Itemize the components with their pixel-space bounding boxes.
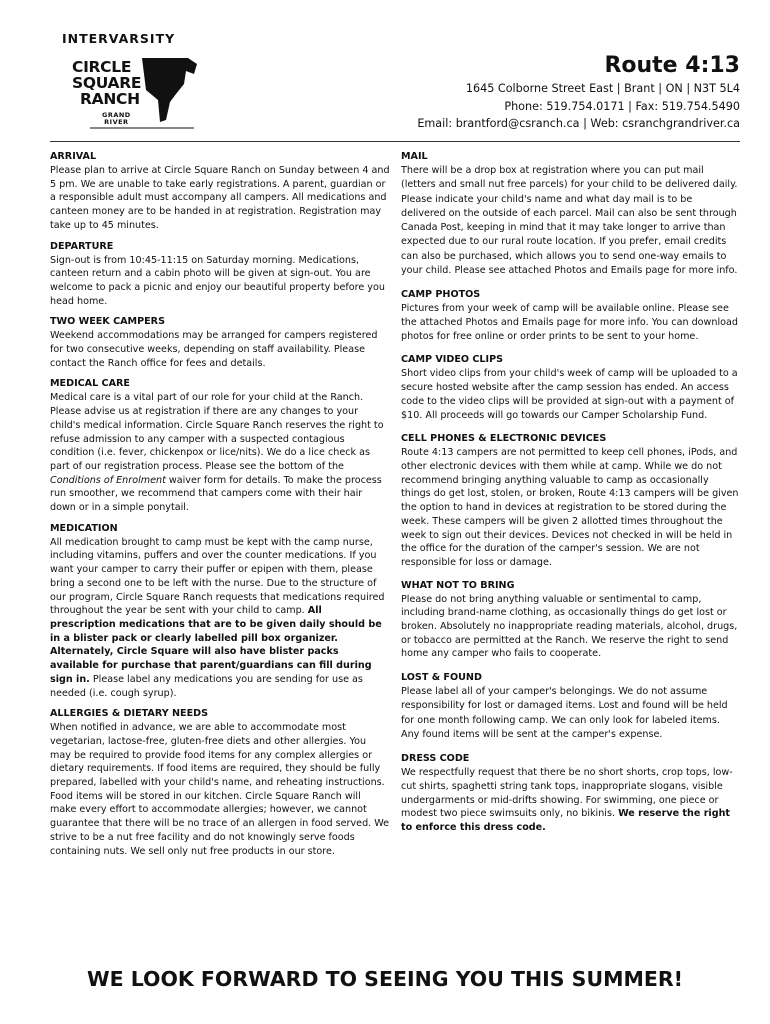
section-allergies — [50, 707, 390, 858]
text-part: waiver form for details. To make the process run smoother, we recommend that campers come with their hair down or in a simple ponytail. — [50, 474, 382, 514]
logo-sub-grand: GRAND — [102, 111, 131, 119]
logo-org: INTERVARSITY — [62, 31, 176, 46]
section-mail — [401, 150, 739, 278]
phone-fax: Phone: 519.754.0171 | Fax: 519.754.5490 — [504, 99, 740, 113]
section-arrival — [50, 150, 390, 233]
text-part: Medical care is a vital part of our role for your child at the Ranch. Please advise us at registration if there are any changes to your child's medical information. Circle Square Ranch reserves the right to refuse admission to any camper with a suspected contagious condition (i.e. fever, chickenpox or lice/nits). We do a lice check as part of our registration process. Please see the bottom of the — [50, 392, 384, 472]
section-text: Short video clips from your child's week of camp will be uploaded to a secure hosted website after the camp session has ended. An access code to the video clips will be provided at sign-out with a payment of $10. All proceeds will go towards our Camper Scholarship Fund. — [401, 368, 738, 421]
section-text — [50, 391, 390, 514]
email-web: Email: brantford@csranch.ca | Web: csranchgrandriver.ca — [417, 117, 740, 130]
section-title: TWO WEEK CAMPERS — [50, 316, 165, 328]
page-title: Route 4:13 — [604, 53, 740, 78]
address: 1645 Colborne Street East | Brant | ON | N3T 5L4 — [465, 82, 740, 95]
section-lost-found — [401, 671, 739, 742]
left-column — [50, 150, 390, 865]
section-title: DRESS CODE — [401, 753, 470, 765]
section-title: MEDICATION — [50, 522, 118, 534]
logo-word-ranch: RANCH — [80, 90, 140, 108]
footer-banner: WE LOOK FORWARD TO SEEING YOU THIS SUMMER! — [86, 967, 684, 991]
section-text — [401, 766, 739, 835]
section-title: MEDICAL CARE — [50, 378, 130, 390]
section-camp-video — [401, 353, 739, 422]
section-text: Please plan to arrive at Circle Square Ranch on Sunday between 4 and 5 pm. We are unable to take early registrations. A parent, guardian or a responsible adult must accompany all campers. All medications and canteen money are to be handed in at registration. Registration may take up to 45 minutes. — [50, 165, 390, 231]
logo-word-circle: CIRCLE — [72, 58, 132, 76]
section-departure — [50, 240, 390, 309]
section-title: MAIL — [401, 151, 428, 162]
section-title: LOST & FOUND — [401, 672, 482, 684]
text-part: All medication brought to camp must be kept with the camp nurse, including vitamins, puffers and over the counter medications. If you want your camper to carry their puffer or epipen with them, please bring a second one to be left with the nurse. Due to the structure of our program, Circle Square Ranch requests that medications required throughout the year be sent with your child to camp. — [50, 536, 385, 617]
section-text: When notified in advance, we are able to accommodate most vegetarian, lactose-free, gluten-free diets and other allergies. You may be required to provide food items for any complex allergies or dietary requirements. If food items are required, they should be fully prepared, labelled with your child's name, and reheating instructions. Food items will be stored in our kitchen. Circle Square Ranch will make every effort to accommodate allergies; however, we cannot guarantee that there will be no trace of an allergen in food served. We strive to be a nut free facility and do not knowingly serve foods containing nuts. We sell only nut free products in our store. — [50, 722, 390, 857]
section-text: Please label all of your camper's belongings. We do not assume responsibility for lost or damaged items. Lost and found will be held for one month following camp. We can only look for labeled items. Any found items will be sent at the camper's expense. — [401, 686, 728, 741]
bold-text: We reserve the right to enforce this dress code. — [401, 808, 731, 834]
section-text: Please do not bring anything valuable or sentimental to camp, including brand-name clothing, as occasionally things do get lost or broken. Absolutely no inappropriate reading materials, alcohol, drugs, or tobacco are permitted at the Ranch. We reserve the right to send home any camper who fails to cooperate. — [401, 593, 738, 660]
text-part: Please label any medications you are sending for use as needed (i.e. cough syrup). — [50, 673, 363, 699]
section-text: There will be a drop box at registration where you can put mail (letters and small nut free parcels) for your child to be delivered daily. Please indicate your child's name and what day mail is to be delivered on the outside of each parcel. Mail can also be sent through Canada Post, keeping in mind that it may take longer to arrive than expected due to our rural route location. If you prefer, email credits can also be purchased, which allows you to send one-way emails to your child. Please see attached Photos and Emails page for more info. — [401, 165, 738, 277]
section-title: CAMP PHOTOS — [401, 289, 481, 301]
bold-text: All prescription medications that are to be given daily should be in a blister pack or clearly labelled pill box organizer. Alternately, Circle Square will also have blister packs available for purchase that parent/guardians can fill during sign in. — [50, 605, 382, 685]
section-what-not-to-bring — [401, 579, 739, 662]
section-two-week-campers — [50, 315, 390, 370]
section-camp-photos — [401, 288, 739, 343]
section-text: Route 4:13 campers are not permitted to keep cell phones, iPods, and other electronic devices with them while at camp. While we do not recommend bringing anything valuable to camp as occasionally things do get lost, stolen, or broken, Route 4:13 campers will be given the option to hand in devices at registration to be stored during the week. These campers will be given 2 allotted times throughout the week to sign out their devices. Devices not checked in will be held in the office for the duration of the camper's session. We are not responsible for loss or damage. — [401, 447, 739, 568]
section-text — [50, 536, 390, 700]
section-title: DEPARTURE — [50, 240, 114, 252]
section-medical-care — [50, 377, 390, 514]
section-title: CAMP VIDEO CLIPS — [401, 354, 504, 366]
section-title: ARRIVAL — [50, 151, 97, 162]
right-column — [401, 150, 739, 842]
header-contact — [417, 52, 740, 133]
header-divider — [50, 141, 740, 142]
conditions-of-enrolment: Conditions of Enrolment — [50, 474, 166, 486]
section-dress-code — [401, 752, 739, 835]
section-text: Sign-out is from 10:45-11:15 on Saturday morning. Medications, canteen return and a cabin photo will be given at sign-out. You are welcome to pack a picnic and enjoy our beautiful property before you head home. — [50, 254, 385, 307]
logo-word-square: SQUARE — [72, 74, 142, 92]
section-title: CELL PHONES & ELECTRONIC DEVICES — [401, 433, 607, 445]
section-title: WHAT NOT TO BRING — [401, 579, 515, 591]
section-cell-phones — [401, 432, 739, 569]
section-medication — [50, 522, 390, 700]
text-part: We respectfully request that there be no short shorts, crop tops, low-cut shirts, spaghetti string tank tops, inappropriate slogans, visible undergarments or mid-drifts showing. For swimming, one piece or modest two piece swimsuits only, no bikinis. — [401, 767, 733, 820]
section-text: Pictures from your week of camp will be available online. Please see the attached Photos and Emails page for more info. You can download photos for free online or order prints to be sent to your home. — [401, 303, 738, 342]
logo-sub — [102, 112, 131, 126]
section-text: Weekend accommodations may be arranged for campers registered for two consecutive weeks, depending on staff availability. Please contact the Ranch office for fees and details. — [50, 330, 378, 369]
section-title: ALLERGIES & DIETARY NEEDS — [50, 708, 209, 720]
logo-sub-river: RIVER — [104, 118, 129, 126]
